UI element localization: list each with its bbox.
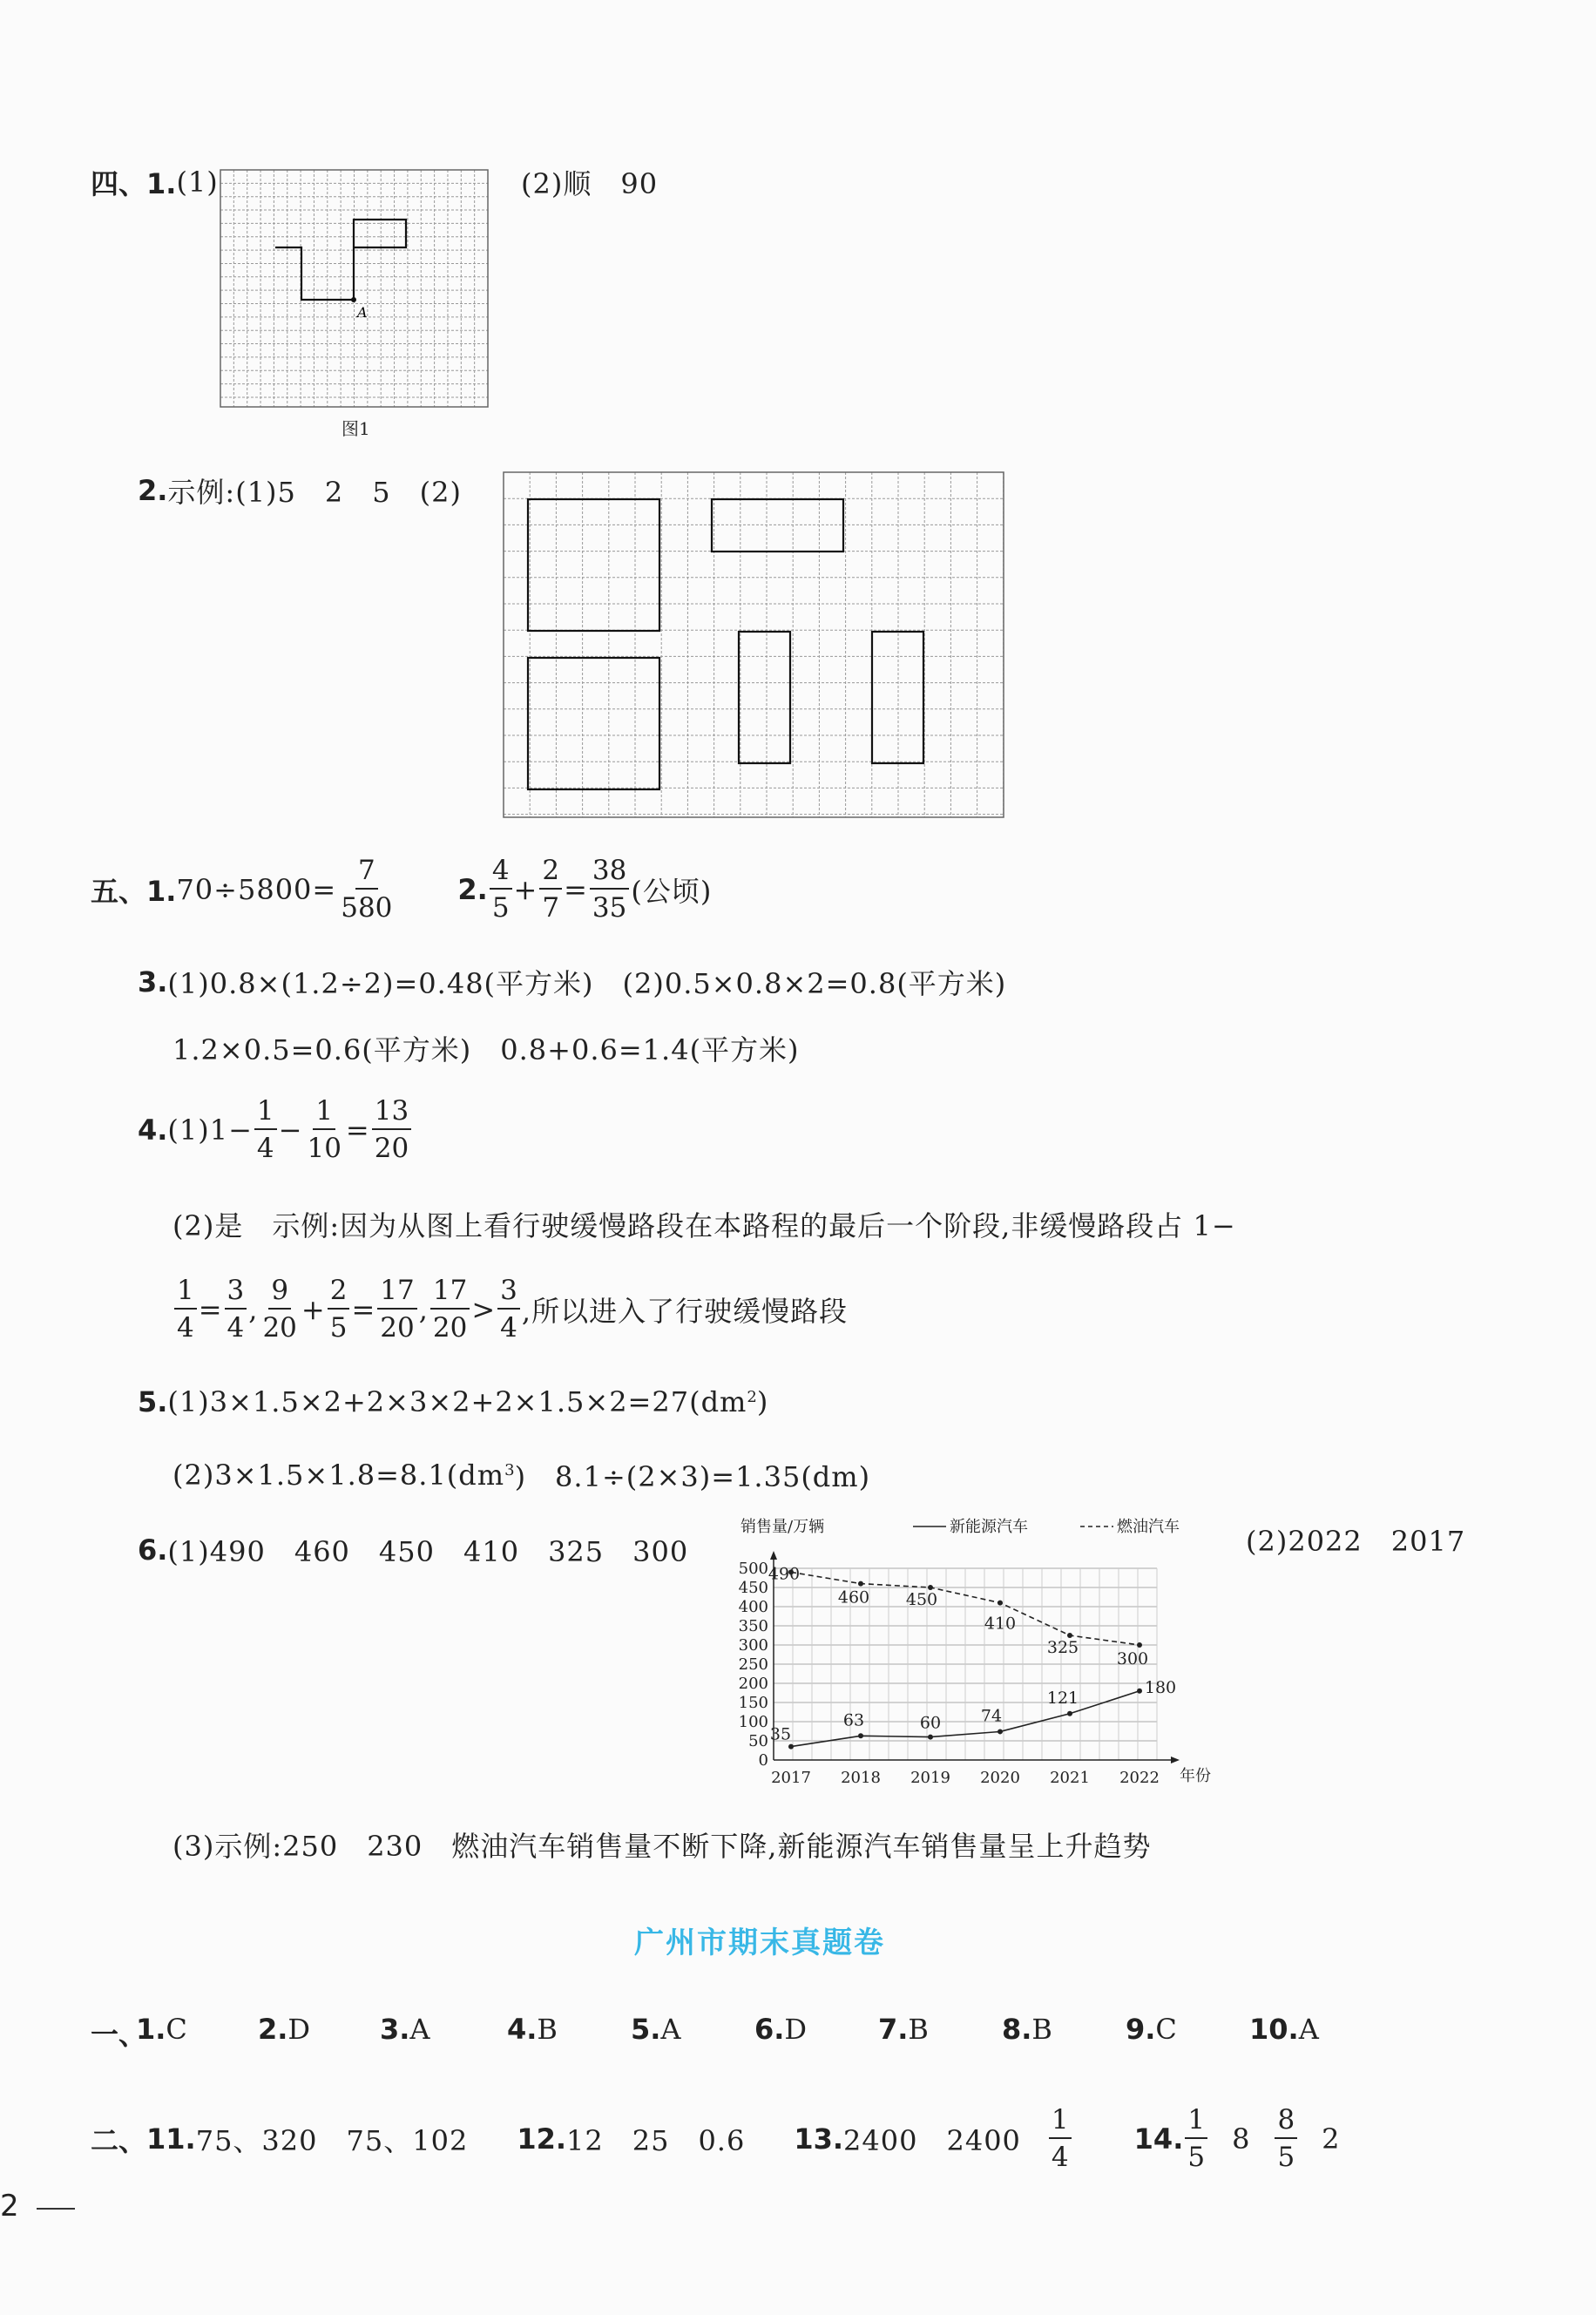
fill-line [91, 2104, 1341, 2173]
rect-large-top [528, 499, 659, 631]
y-tick-label: 500 [738, 1560, 768, 1578]
y-axis-label: 销售量/万辆 [741, 1518, 825, 1536]
comma: , [418, 1293, 429, 1326]
text: (1)3×1.5×2+2×3×2+2×1.5×2=27(dm [167, 1385, 747, 1418]
section-title: 广州市期末真题卷 [634, 1926, 885, 1960]
data-point [858, 1733, 863, 1738]
mc-number: 7. [878, 2013, 909, 2046]
fraction: $\frac{1}{4}$ [254, 1098, 277, 1162]
text: (2)3×1.5×1.8=8.1(dm [172, 1459, 505, 1492]
fraction: $\frac{3}{4}$ [497, 1277, 520, 1342]
page-number: 2 [0, 2189, 19, 2224]
s4-q2-line [138, 470, 462, 511]
mc-answer-item [754, 2013, 808, 2046]
s5-q3-line2: 1.2×0.5=0.6(平方米) 0.8+0.6=1.4(平方米) [172, 1033, 800, 1066]
figure-1-grid [218, 167, 493, 420]
fraction: $\frac{1}{5}$ [1185, 2107, 1207, 2171]
mc-label: 一、 [91, 2018, 147, 2051]
y-tick-label: 150 [738, 1694, 768, 1712]
data-point [998, 1601, 1003, 1606]
minus: − [278, 1114, 303, 1147]
mc-number: 5. [631, 2013, 661, 2046]
x-tick-label: 2019 [910, 1769, 950, 1787]
s5-q5-line2 [172, 1455, 870, 1495]
fraction: $\frac{1}{4}$ [1049, 2107, 1072, 2171]
s4-q1a: (1) [176, 166, 219, 199]
fraction: $\frac{3}{4}$ [225, 1277, 247, 1342]
s5-q4-num: 4. [138, 1114, 168, 1147]
figure-2-grid [502, 470, 1007, 821]
mc-number: 9. [1126, 2013, 1156, 2046]
data-label: 60 [919, 1713, 942, 1733]
y-tick-label: 0 [758, 1751, 768, 1770]
q12-answer: 12 25 0.6 [566, 2124, 746, 2157]
s5-q3-l1: (1)0.8×(1.2÷2)=0.48(平方米) (2)0.5×0.8×2=0.8(平方米) [167, 967, 1007, 1000]
point-a-dot [351, 297, 356, 302]
y-tick-label: 450 [738, 1579, 768, 1597]
equals: = [351, 1293, 376, 1326]
legend-label: 新能源汽车 [950, 1518, 1028, 1536]
mc-number: 3. [380, 2013, 410, 2046]
data-label: 35 [769, 1724, 792, 1744]
mc-answer-item [380, 2013, 431, 2046]
fraction: $\frac{8}{5}$ [1275, 2107, 1297, 2171]
mc-number: 1. [136, 2013, 166, 2046]
equals: = [564, 873, 588, 906]
mc-answer-item [507, 2013, 558, 2046]
x-axis-arrow [1171, 1757, 1180, 1763]
s5-q6-num: 6. [138, 1533, 168, 1567]
point-a-label: A [357, 304, 368, 321]
s4-q2-num: 2. [138, 474, 168, 507]
equals: = [198, 1293, 223, 1326]
fig-caption: 图1 [342, 418, 370, 439]
fraction: $\frac{1}{10}$ [307, 1095, 342, 1164]
fraction [338, 857, 395, 922]
mc-choice: C [166, 2013, 188, 2046]
q14-num: 14. [1133, 2122, 1184, 2156]
s5-q5-num: 5. [138, 1385, 168, 1418]
x-tick-label: 2021 [1050, 1769, 1090, 1787]
mc-choice: B [908, 2013, 930, 2046]
fraction: $\frac{1}{4}$ [174, 1277, 197, 1342]
x-tick-label: 2022 [1119, 1769, 1160, 1787]
mc-answer-item [878, 2013, 930, 2046]
s4-q1b: (2)顺 90 [521, 167, 659, 200]
y-tick-label: 50 [748, 1732, 768, 1750]
text: ,所以进入了行驶缓慢路段 [521, 1295, 849, 1328]
mc-answer-item [631, 2013, 682, 2046]
y-tick-label: 100 [738, 1713, 768, 1731]
data-label: 300 [1116, 1649, 1149, 1669]
x-tick-label: 2017 [771, 1769, 811, 1787]
mc-choice: D [287, 2013, 312, 2046]
fraction: $\frac{2}{7}$ [539, 857, 562, 922]
x-tick-label: 2018 [841, 1769, 881, 1787]
y-tick-label: 300 [738, 1636, 768, 1655]
footer-rule [37, 2208, 75, 2210]
fraction: $\frac{2}{5}$ [328, 1277, 350, 1342]
mc-number: 4. [507, 2013, 538, 2046]
mc-answer-item [258, 2013, 311, 2046]
greater-than: > [471, 1293, 497, 1326]
comma: , [248, 1293, 259, 1326]
s5-q1-line [91, 857, 712, 922]
data-label: 410 [984, 1614, 1017, 1634]
data-label: 121 [1046, 1688, 1079, 1708]
mc-number: 10. [1249, 2013, 1299, 2046]
data-label: 450 [905, 1590, 938, 1609]
mc-choice: B [537, 2013, 558, 2046]
fraction: $\frac{38}{35}$ [590, 857, 629, 922]
data-point [1137, 1642, 1142, 1648]
text: ) [756, 1385, 769, 1418]
data-label: 325 [1046, 1638, 1079, 1657]
data-label: 74 [980, 1706, 1003, 1726]
data-point [788, 1744, 794, 1750]
frac-den: 580 [341, 892, 393, 924]
fraction: $\frac{4}{5}$ [490, 857, 512, 922]
mc-choice: A [409, 2013, 431, 2046]
fill-label: 二、 [91, 2124, 147, 2157]
mc-answer-item [136, 2013, 188, 2046]
q11-answer: 75、320 75、102 [195, 2124, 469, 2157]
mc-number: 6. [754, 2013, 785, 2046]
data-label: 63 [842, 1710, 865, 1730]
fraction: $\frac{17}{20}$ [430, 1277, 470, 1342]
q11-num: 11. [146, 2122, 196, 2156]
rect-wide-top [712, 499, 843, 552]
mc-choice: B [1031, 2013, 1053, 2046]
frac-num: 7 [355, 857, 378, 890]
x-tick-label: 2020 [980, 1769, 1020, 1787]
text: ) 8.1÷(2×3)=1.35(dm) [514, 1460, 871, 1493]
equals: = [345, 1114, 370, 1147]
mc-answer-item [1002, 2013, 1053, 2046]
s5-q4-line1 [138, 1095, 413, 1164]
mc-choice: A [1298, 2013, 1320, 2046]
superscript: 2 [747, 1387, 757, 1406]
plus: + [301, 1293, 326, 1326]
unit: (公顷) [631, 875, 713, 908]
data-point [928, 1735, 933, 1740]
s5-q4-line3 [172, 1277, 848, 1342]
superscript: 3 [504, 1460, 515, 1479]
mc-answer-item [1249, 2013, 1320, 2046]
mc-number: 8. [1002, 2013, 1032, 2046]
s5-q6-line1 [138, 1530, 688, 1570]
mc-answer-item [1126, 2013, 1178, 2046]
q13-num: 13. [794, 2122, 844, 2156]
s5-q4-line2: (2)是 示例:因为从图上看行驶缓慢路段在本路程的最后一个阶段,非缓慢路段占 1− [172, 1209, 1236, 1242]
s5-q2-num: 2. [457, 873, 488, 906]
mc-number: 2. [258, 2013, 288, 2046]
y-tick-label: 200 [738, 1675, 768, 1693]
data-label: 180 [1144, 1677, 1177, 1697]
q14-end: 2 [1322, 2122, 1341, 2156]
s5-q1-expr: 70÷5800= [176, 873, 337, 906]
data-point [858, 1581, 863, 1587]
s5-q5-line1 [138, 1385, 768, 1418]
q12-num: 12. [517, 2122, 566, 2156]
data-point [998, 1729, 1003, 1734]
y-tick-label: 350 [738, 1617, 768, 1635]
text: (1)490 460 450 410 325 300 [167, 1535, 689, 1568]
s5-q3-num: 3. [138, 965, 168, 998]
text: (1)1− [167, 1114, 253, 1147]
data-label: 460 [837, 1587, 870, 1608]
x-axis-label: 年份 [1180, 1767, 1211, 1785]
legend-label: 燃油汽车 [1117, 1518, 1180, 1536]
sales-line-chart [723, 1516, 1228, 1795]
s4-q1-line [91, 162, 219, 202]
mc-choice: D [784, 2013, 808, 2046]
mc-choice: A [660, 2013, 682, 2046]
s5-q3-line1 [138, 962, 1006, 1002]
s5-q6-line3: (3)示例:250 230 燃油汽车销售量不断下降,新能源汽车销售量呈上升趋势 [172, 1830, 1152, 1863]
q13-answer: 2400 2400 [843, 2124, 1021, 2157]
mc-choice: C [1155, 2013, 1178, 2046]
data-label: 490 [768, 1564, 801, 1584]
s4-label: 四、1. [91, 167, 177, 200]
rect-large-bottom [528, 658, 659, 789]
fraction: $\frac{13}{20}$ [372, 1098, 411, 1162]
s5-q6-right: (2)2022 2017 [1246, 1525, 1466, 1558]
mc-answers [91, 2013, 1572, 2056]
s4-q2-text: 示例:(1)5 2 5 (2) [167, 476, 462, 509]
fraction: $\frac{17}{20}$ [377, 1277, 416, 1342]
plus: + [513, 873, 538, 906]
data-point [1137, 1689, 1142, 1694]
y-tick-label: 250 [738, 1655, 768, 1674]
y-axis-arrow [770, 1551, 777, 1560]
data-point [1067, 1711, 1072, 1716]
fraction: $\frac{9}{20}$ [262, 1275, 297, 1344]
q14-mid: 8 [1232, 2122, 1251, 2156]
s5-label: 五、1. [91, 875, 177, 908]
rect-tall-1 [739, 632, 790, 763]
y-tick-label: 400 [738, 1598, 768, 1616]
